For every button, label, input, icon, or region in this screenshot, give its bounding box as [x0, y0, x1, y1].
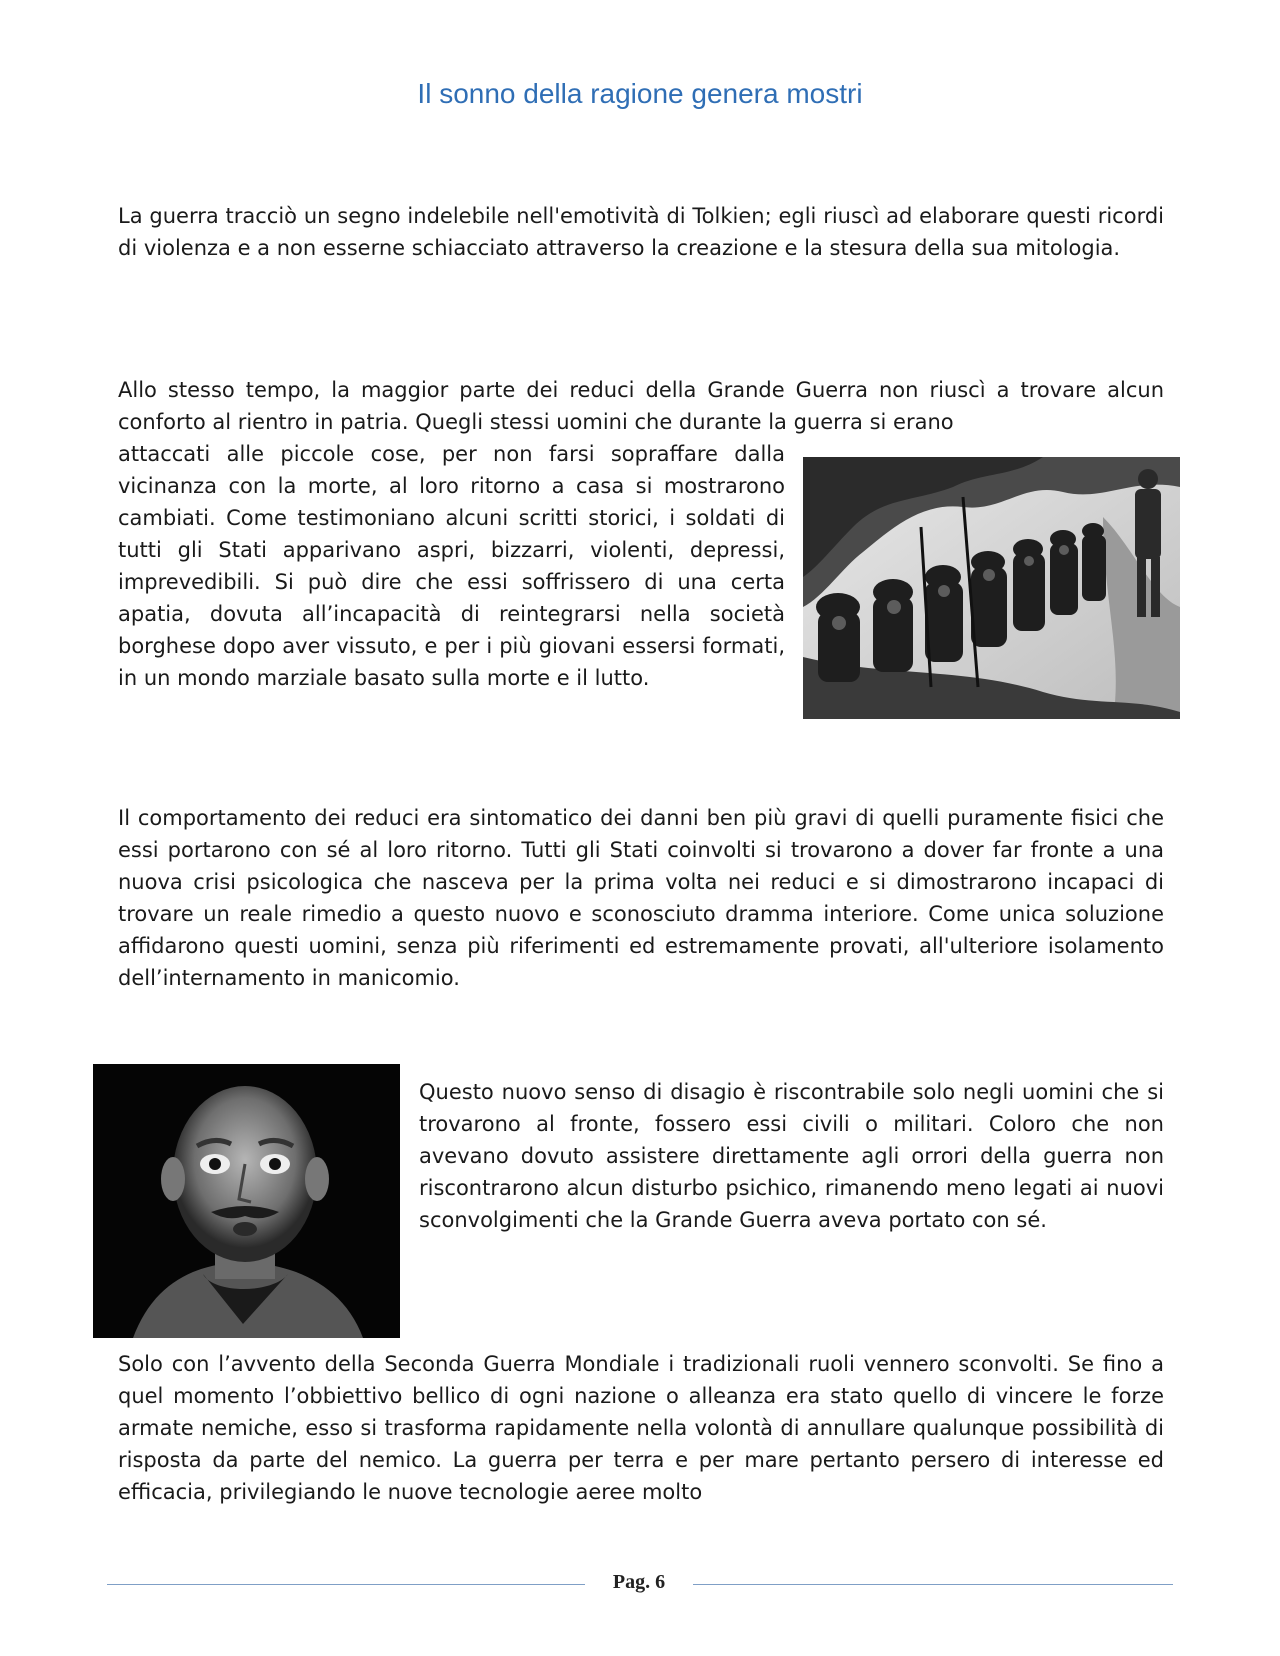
paragraph-disagio: Questo nuovo senso di disagio è riscontrabile solo negli uomini che si trovarono al fronte, fossero essi civili o militari. Coloro che non avevano dovuto assistere direttamente agli orrori della guerra non riscontrarono alcun disturbo psichico, rimanendo meno legati ai nuovi sconvolgimenti che la Grande Guerra aveva portato con sé. [419, 1080, 1164, 1232]
page-title: Il sonno della ragione genera mostri [417, 78, 863, 109]
shell-shocked-soldier-photo [93, 1064, 400, 1338]
paragraph-reduci-intro: Allo stesso tempo, la maggior parte dei reduci della Grande Guerra non riuscì a trovare alcun conforto al rientro in patria. Quegli stessi uomini che durante la guerra si erano [118, 378, 1164, 434]
footer-rule-right [693, 1584, 1173, 1585]
paragraph-reduci-wrapped: attaccati alle piccole cose, per non farsi sopraffare dalla vicinanza con la morte, al loro ritorno a casa si mostrarono cambiati. Come testimoniano alcuni scritti storici, i soldati di tutti gli Stati apparivano aspri, bizzarri, violenti, depressi, imprevedibili. Si può dire che essi soffrissero di una certa apatia, dovuta all’incapacità di reintegrarsi nella società borghese dopo aver vissuto, e per i più giovani essersi formati, in un mondo marziale basato sulla morte e il lutto. [118, 442, 785, 690]
trench-soldiers-photo [803, 457, 1180, 719]
paragraph-tolkien: La guerra tracciò un segno indelebile nell'emotività di Tolkien; egli riuscì ad elaborare questi ricordi di violenza e a non esserne schiacciato attraverso la creazione e la stesura della sua mitologia. [118, 204, 1164, 260]
page-number: Pag. 6 [612, 1571, 666, 1593]
footer-rule-left [107, 1584, 585, 1585]
paragraph-sintomi: Il comportamento dei reduci era sintomatico dei danni ben più gravi di quelli puramente fisici che essi portarono con sé al loro ritorno. Tutti gli Stati coinvolti si trovarono a dover far fronte a una nuova crisi psicologica che nasceva per la prima volta nei reduci e si dimostrarono incapaci di trovare un reale rimedio a questo nuovo e sconosciuto dramma interiore. Come unica soluzione affidarono questi uomini, senza più riferimenti ed estremamente provati, all'ulteriore isolamento dell’internamento in manicomio. [118, 806, 1164, 990]
paragraph-seconda-guerra: Solo con l’avvento della Seconda Guerra Mondiale i tradizionali ruoli vennero sconvolti. Se fino a quel momento l’obbiettivo bellico di ogni nazione o alleanza era stato quello di vincere le forze armate nemiche, esso si trasforma rapidamente nella volontà di annullare qualunque possibilità di risposta da parte del nemico. La guerra per terra e per mare pertanto persero di interesse ed efficacia, privilegiando le nuove tecnologie aeree molto [118, 1352, 1164, 1504]
